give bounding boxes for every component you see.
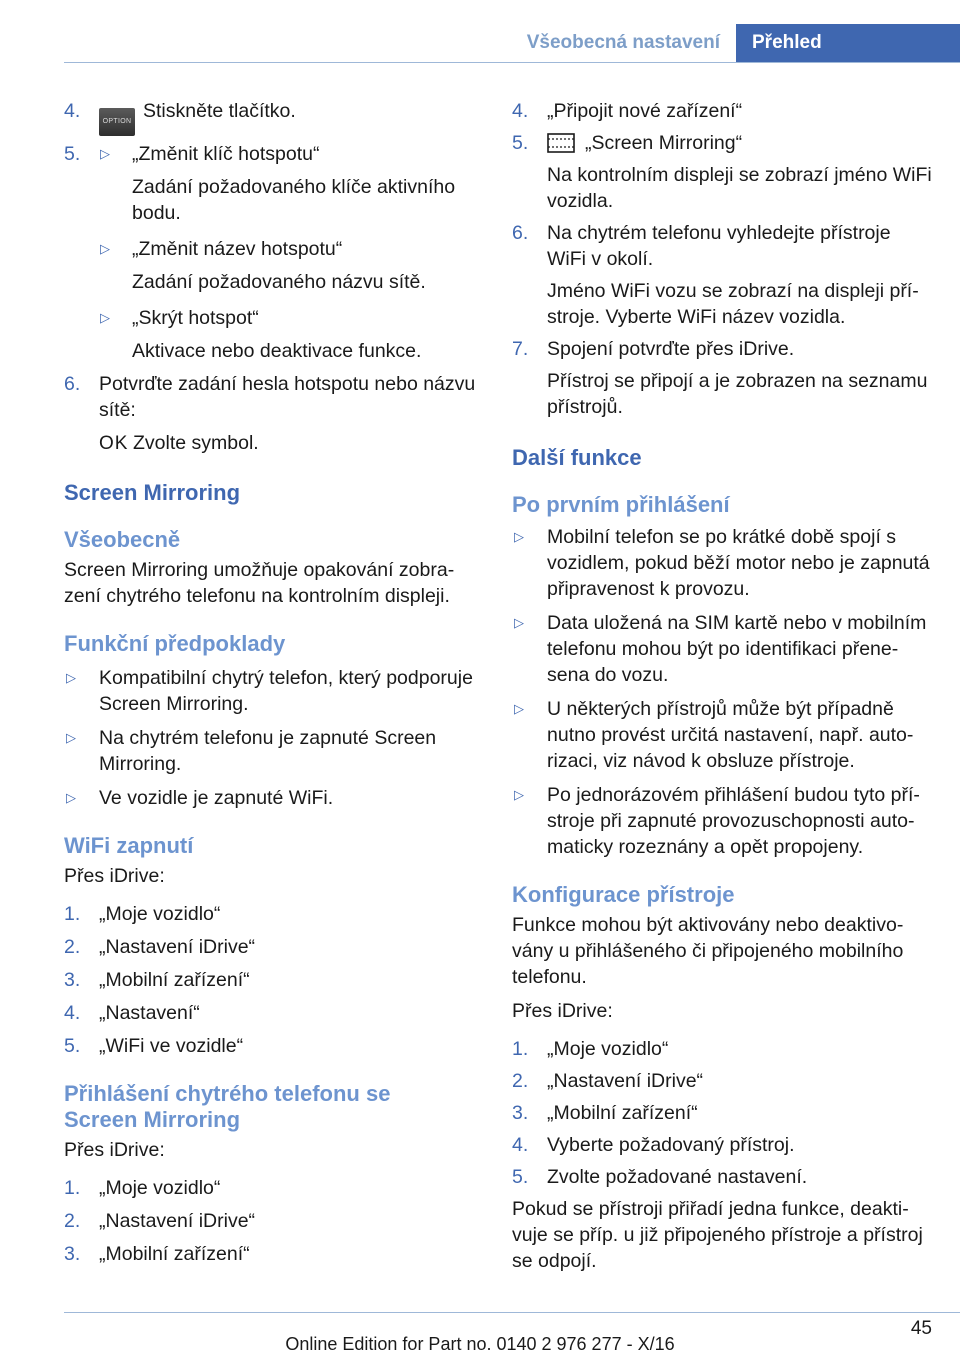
step-number: 4. [64,100,81,122]
triangle-bullet-icon: ▷ [514,529,524,544]
sub-item-desc: Aktivace nebo deaktivace funkce. [132,340,422,362]
subsection-title [64,1081,484,1133]
step-text: „Moje vozidlo“ [547,1038,669,1060]
triangle-bullet-icon: ▷ [66,670,76,685]
list-item [64,934,484,960]
section-title: Další funkce [512,445,642,470]
sub-item [99,305,484,364]
list-item-text: Mobilní telefon se po krátké době spojí s vozidlem, pokud běží motor nebo je zapnutá připravenost k provozu. [547,526,930,600]
list-item [512,130,932,214]
step-text: „Mobilní zařízení“ [99,1243,250,1265]
list-item [512,782,932,860]
page-number: 45 [910,1318,932,1339]
list-item [64,785,484,811]
screen-mirroring-icon [547,133,575,153]
right-column [512,98,932,1274]
triangle-bullet-icon: ▷ [514,787,524,802]
sub-item-label: „Změnit klíč hotspotu“ [132,143,320,165]
list-item [64,1208,484,1234]
header-tab[interactable]: Přehled [736,24,960,62]
list-item-text: Kompatibilní chytrý telefon, který podporuje Screen Mirroring. [99,667,473,715]
login-steps [64,1175,484,1267]
step-desc: Přístroj se připojí a je zobrazen na seznamu přístrojů. [547,370,928,418]
step-number: 2. [64,1210,81,1232]
step-number: 6. [64,373,81,395]
list-item-text: Na chytrém telefonu je zapnuté Screen Mirroring. [99,727,437,775]
paragraph: Screen Mirroring umožňuje opakování zobrazení chytrého telefonu na kontrolním displeji. [64,559,455,607]
step-text: „Nastavení iDrive“ [547,1070,704,1092]
step-text: Zvolte požadované nastavení. [547,1166,808,1188]
list-item [64,901,484,927]
list-item [64,725,484,777]
list-item [64,1033,484,1059]
triangle-bullet-icon: ▷ [100,146,110,161]
wifi-steps [64,901,484,1059]
paragraph: Pokud se přístroji přiřadí jedna funkce, deaktivuje se příp. u již připojeného přístroje a přístroj se odpojí. [512,1198,923,1272]
list-item [512,220,932,330]
step-number: 4. [512,100,529,122]
sub-item [99,236,484,295]
list-item [64,967,484,993]
triangle-bullet-icon: ▷ [66,790,76,805]
list-item [64,1241,484,1267]
step-number: 3. [64,1243,81,1265]
subsection-title: WiFi zapnutí [64,833,194,858]
step-text: „Nastavení“ [99,1002,200,1024]
list-item [512,1100,932,1126]
subsection-title: Funkční předpoklady [64,631,286,656]
paragraph: Funkce mohou být aktivovány nebo deaktivovány u přihlášeného či připojeného mobilního telefonu. [512,914,904,988]
list-item [64,1175,484,1201]
step-number: 1. [64,903,81,925]
subsection-title: Po prvním přihlášení [512,492,730,517]
list-item-text: Ve vozidle je zapnuté WiFi. [99,787,334,809]
step-text: „Mobilní zařízení“ [547,1102,698,1124]
sub-item-desc: Zadání požadovaného názvu sítě. [132,271,426,293]
list-item [64,665,484,717]
step-text: Potvrďte zadání hesla hotspotu nebo názvu sítě: [99,373,476,421]
step-desc: Jméno WiFi vozu se zobrazí na displeji přístroje. Vyberte WiFi název vozidla. [547,280,919,328]
sub-item-desc: Zadání požadovaného klíče aktivního bodu. [132,176,456,224]
step-number: 1. [64,1177,81,1199]
step-number: 3. [512,1102,529,1124]
left-column [64,98,484,1267]
step-text: „Screen Mirroring“ [585,132,743,154]
list-item [512,1036,932,1062]
subsection-title: Konfigurace přístroje [512,882,735,907]
section-title: Screen Mirroring [64,480,241,505]
list-item-text: Data uložená na SIM kartě nebo v mobilním telefonu mohou být po identifikaci přenesena do vozu. [547,612,927,686]
list-item [512,1164,932,1190]
konfig-steps [512,1036,932,1190]
ok-text: Zvolte symbol. [133,432,259,454]
edition-line: Online Edition for Part no. 0140 2 976 277 - X/16 [285,1334,675,1354]
step-text: „Připojit nové zařízení“ [547,100,743,122]
triangle-bullet-icon: ▷ [514,615,524,630]
step-text: „Nastavení iDrive“ [99,1210,256,1232]
list-item [512,696,932,774]
step-text: Stiskněte tlačítko. [143,100,296,122]
step-number: 5. [512,1166,529,1188]
step-number: 3. [64,969,81,991]
triangle-bullet-icon: ▷ [66,730,76,745]
step-text: Vyberte požadovaný přístroj. [547,1134,795,1156]
sub-item [99,141,484,226]
step-text: „Moje vozidlo“ [99,1177,221,1199]
step-5 [64,141,484,364]
triangle-bullet-icon: ▷ [514,701,524,716]
subsection-title-line: Screen Mirroring [64,1107,241,1132]
step-text: „Moje vozidlo“ [99,903,221,925]
subsection-title: Všeobecně [64,527,181,552]
step-number: 5. [512,132,529,154]
step-text: „Mobilní zařízení“ [99,969,250,991]
option-button-icon: OPTION [99,108,135,136]
list-item-text: Po jednorázovém přihlášení budou tyto přístroje při zapnuté provozuschopnosti automaticky rozeznány a opět propojeny. [547,784,920,858]
ok-line [99,430,484,457]
step-text: Na chytrém telefonu vyhledejte přístroje WiFi v okolí. [547,222,891,270]
step-6 [64,371,484,457]
sub-item-label: „Skrýt hotspot“ [132,307,259,329]
list-item [512,1068,932,1094]
header-section-title: Všeobecná nastavení [526,32,720,53]
list-item [512,524,932,602]
paragraph: Přes iDrive: [64,865,165,887]
sub-item-label: „Změnit název hotspotu“ [132,238,343,260]
subsection-title-line: Přihlášení chytrého telefonu se [64,1081,391,1106]
step-number: 4. [64,1002,81,1024]
paragraph: Přes iDrive: [512,1000,613,1022]
footer-divider [64,1312,960,1313]
step-number: 7. [512,338,529,360]
step-number: 5. [64,143,81,165]
list-item [512,610,932,688]
paragraph: Přes iDrive: [64,1139,165,1161]
step-4 [64,98,484,136]
triangle-bullet-icon: ▷ [100,310,110,325]
step-number: 1. [512,1038,529,1060]
step-number: 6. [512,222,529,244]
list-item [512,336,932,420]
step-text: „Nastavení iDrive“ [99,936,256,958]
ok-icon: OK [99,433,129,454]
step-desc: Na kontrolním displeji se zobrazí jméno WiFi vozidla. [547,164,932,212]
step-text: „WiFi ve vozidle“ [99,1035,244,1057]
step-text: Spojení potvrďte přes iDrive. [547,338,795,360]
step-number: 2. [512,1070,529,1092]
page-header [64,24,960,63]
list-item [512,1132,932,1158]
step-number: 5. [64,1035,81,1057]
step-number: 2. [64,936,81,958]
list-item-text: U některých přístrojů může být případně nutno provést určitá nastavení, např. autorizaci, viz návod k obsluze přístroje. [547,698,914,772]
list-item [512,98,932,124]
list-item [64,1000,484,1026]
triangle-bullet-icon: ▷ [100,241,110,256]
step-number: 4. [512,1134,529,1156]
